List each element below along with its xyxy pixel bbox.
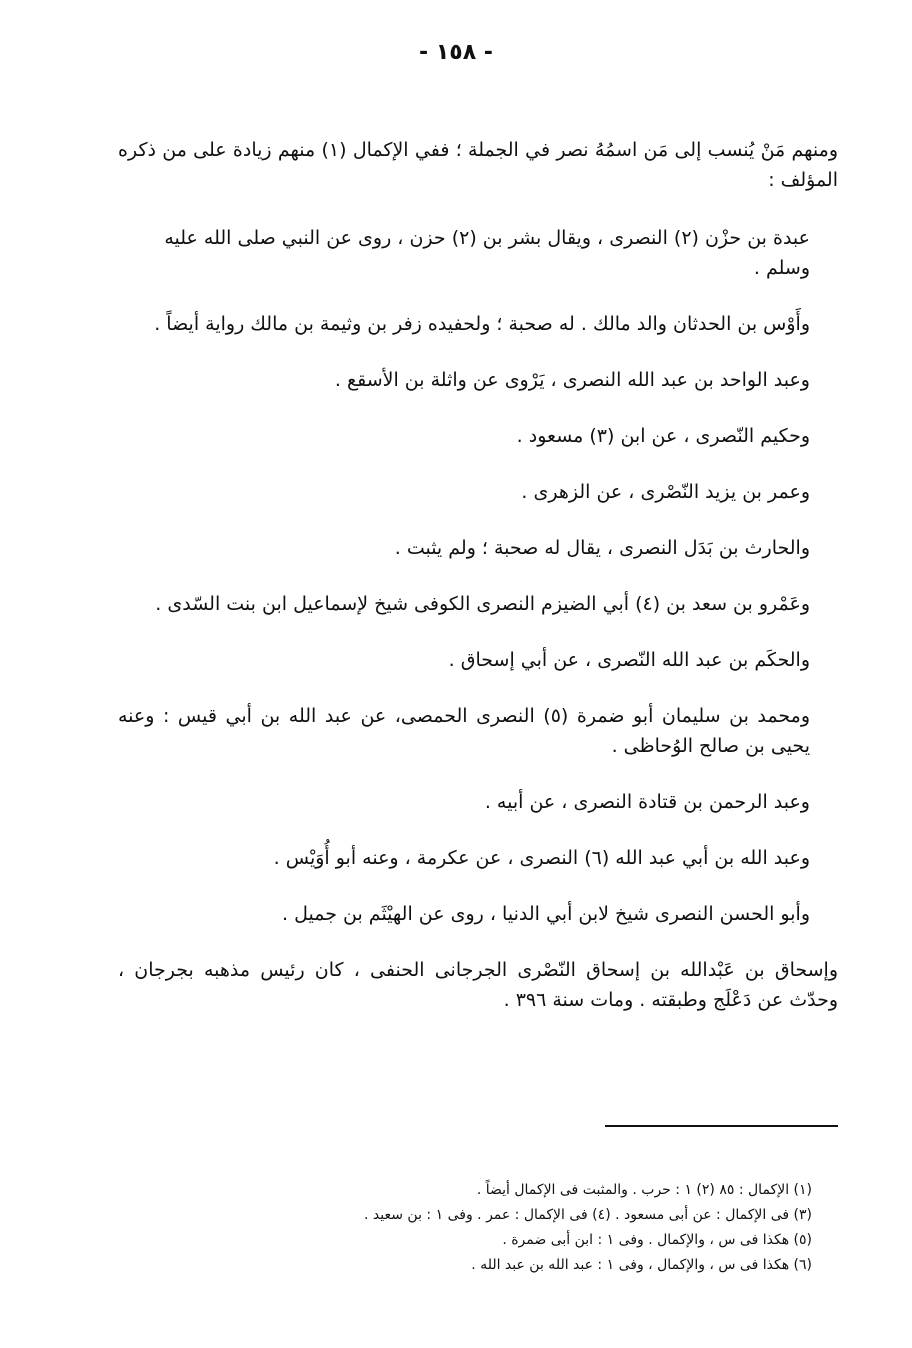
footnote-line: (١) الإكمال : ٨٥ (٢) ١ : حرب . والمثبت فى الإكمال أيضاً .	[476, 1182, 812, 1198]
footnote-line: (٣) فى الإكمال : عن أبى مسعود . (٤) فى الإكمال : عمر . وفى ١ : بن سعيد .	[364, 1207, 812, 1223]
footnote-divider	[605, 1125, 838, 1127]
entry-paragraph: ومحمد بن سليمان أبو ضمرة (٥) النصرى الحمصى، عن عبد الله بن أبي قيس : وعنه يحيى بن صالح الوُحاظى .	[118, 705, 811, 757]
entry-paragraph: وأبو الحسن النصرى شيخ لابن أبي الدنيا ، روى عن الهيْثَم بن جميل .	[282, 903, 810, 925]
entry-paragraph: وعَمْرو بن سعد بن (٤) أبي الضيزم النصرى الكوفى شيخ لإسماعيل ابن بنت السّدى .	[155, 593, 810, 615]
footnotes	[200, 1178, 812, 1278]
body-text	[118, 135, 838, 1041]
entry-paragraph: وعبد الواحد بن عبد الله النصرى ، يَرْوى عن واثلة بن الأسقع .	[334, 369, 810, 391]
intro-paragraph: ومنهم مَنْ يُنسب إلى مَن اسمُهُ نصر في الجملة ؛ ففي الإكمال (١) منهم زيادة على من ذكره المؤلف :	[118, 139, 839, 191]
footnote-line: (٦) هكذا فى س ، والإكمال ، وفى ١ : عبد الله بن عبد الله .	[471, 1257, 812, 1273]
entry-paragraph: وعبد الله بن أبي عبد الله (٦) النصرى ، عن عكرمة ، وعنه أبو أُوَيْس .	[273, 847, 810, 869]
footnote-line: (٥) هكذا فى س ، والإكمال . وفى ١ : ابن أبى ضمرة .	[502, 1232, 812, 1248]
entry-paragraph: والحارث بن بَدَل النصرى ، يقال له صحبة ؛ ولم يثبت .	[394, 537, 810, 559]
entry-paragraph: وعمر بن يزيد النّصْرى ، عن الزهرى .	[521, 481, 810, 503]
entry-paragraph: عبدة بن حزْن (٢) النصرى ، ويقال بشر بن (٢) حزن ، روى عن النبي صلى الله عليه وسلم .	[164, 227, 810, 279]
entry-paragraph: وأَوْس بن الحدثان والد مالك . له صحبة ؛ ولحفيده زفر بن وثيمة بن مالك رواية أيضاً .	[154, 313, 810, 335]
page-number: - ١٥٨ -	[419, 40, 493, 65]
entry-paragraph: وإسحاق بن عَبْدالله بن إسحاق النّصْرى الجرجانى الحنفى ، كان رئيس مذهبه بجرجان ، وحدّث عن دَعْلَج وطبقته . ومات سنة ٣٩٦ .	[118, 959, 838, 1011]
entry-paragraph: وعبد الرحمن بن قتادة النصرى ، عن أبيه .	[484, 791, 810, 813]
entry-paragraph: والحكَم بن عبد الله النّصرى ، عن أبي إسحاق .	[448, 649, 810, 671]
entry-paragraph: وحكيم النّصرى ، عن ابن (٣) مسعود .	[516, 425, 810, 447]
